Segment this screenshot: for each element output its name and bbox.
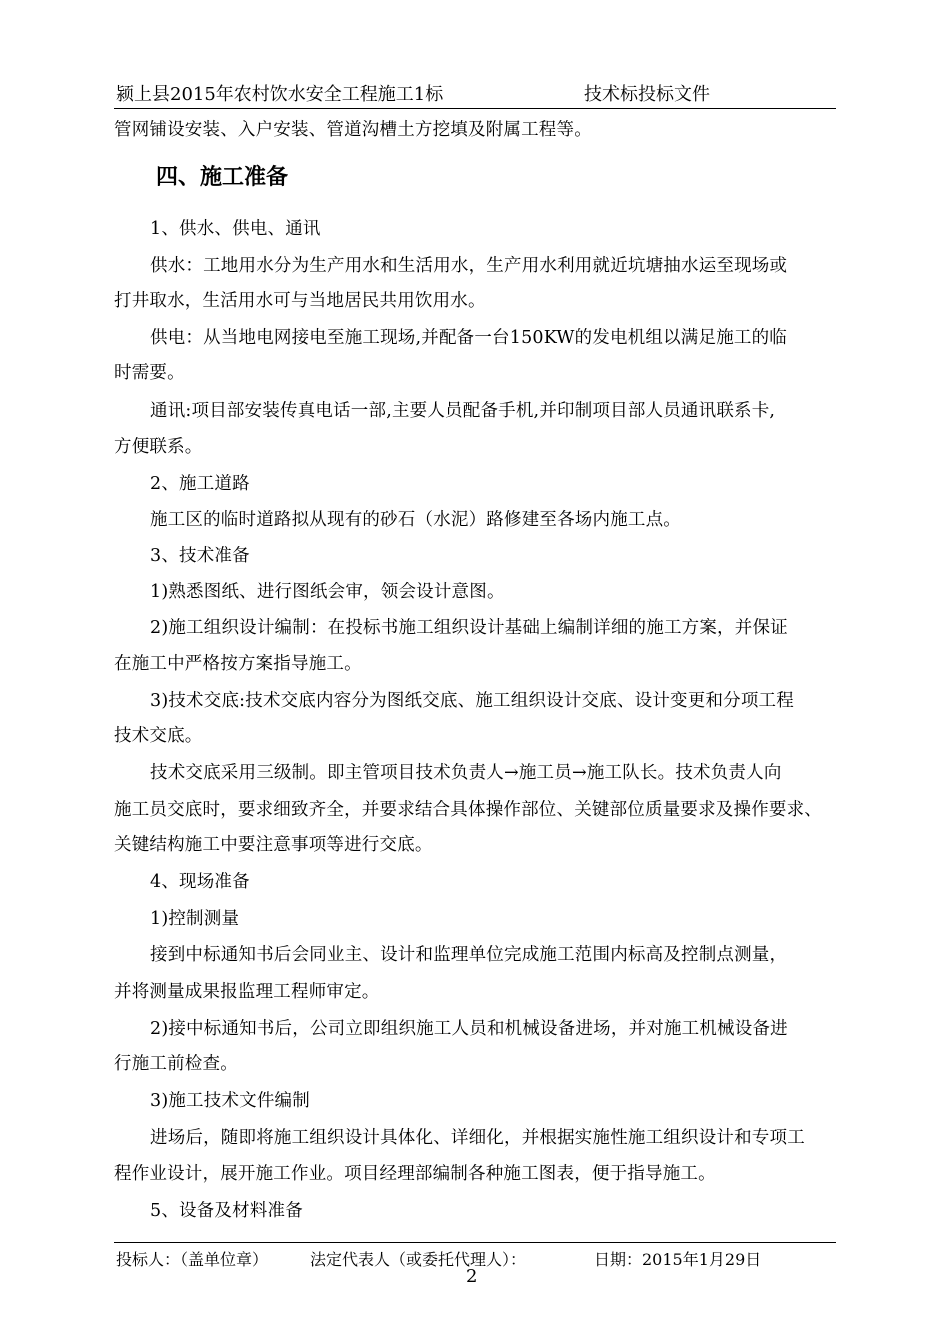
subheading-line: 4、现场准备 [150, 872, 250, 892]
body-line: 供水：工地用水分为生产用水和生活用水，生产用水利用就近坑塘抽水运至现场或 [150, 256, 788, 276]
body-line: 技术交底采用三级制。即主管项目技术负责人→施工员→施工队长。技术负责人向 [150, 763, 782, 783]
body-line: 供电：从当地电网接电至施工现场,并配备一台150KW的发电机组以满足施工的临 [150, 328, 787, 348]
body-line: 1)熟悉图纸、进行图纸会审，领会设计意图。 [150, 582, 505, 602]
subheading-line: 5、设备及材料准备 [150, 1201, 303, 1221]
section-heading: 四、施工准备 [156, 165, 289, 190]
header-project-title: 颍上县2015年农村饮水安全工程施工1标 [116, 84, 444, 105]
body-line: 打井取水，生活用水可与当地居民共用饮用水。 [114, 291, 486, 311]
body-line: 3)技术交底:技术交底内容分为图纸交底、施工组织设计交底、设计变更和分项工程 [150, 691, 794, 711]
body-line: 关键结构施工中要注意事项等进行交底。 [114, 835, 433, 855]
footer-bidder: 投标人：（盖单位章） [116, 1250, 269, 1269]
subheading-line: 1、供水、供电、通讯 [150, 219, 321, 239]
body-line: 进场后，随即将施工组织设计具体化、详细化，并根据实施性施工组织设计和专项工 [150, 1128, 805, 1148]
body-line: 时需要。 [114, 363, 185, 383]
subheading-line: 3)施工技术文件编制 [150, 1091, 310, 1111]
page-footer [114, 1242, 836, 1269]
body-line: 通讯:项目部安装传真电话一部,主要人员配备手机,并印制项目部人员通讯联系卡, [150, 401, 776, 421]
body-line: 技术交底。 [114, 726, 203, 746]
subheading-line: 3、技术准备 [150, 546, 250, 566]
body-line: 施工员交底时，要求细致齐全，并要求结合具体操作部位、关键部位质量要求及操作要求、 [114, 800, 822, 820]
subheading-line: 1)控制测量 [150, 909, 240, 929]
footer-date: 日期：2015年1月29日 [594, 1250, 762, 1269]
footer-legal-rep: 法定代表人（或委托代理人）： [310, 1250, 527, 1269]
page-header [114, 80, 836, 109]
body-line: 并将测量成果报监理工程师审定。 [114, 982, 380, 1002]
body-line: 2)施工组织设计编制：在投标书施工组织设计基础上编制详细的施工方案，并保证 [150, 618, 788, 638]
body-line: 施工区的临时道路拟从现有的砂石（水泥）路修建至各场内施工点。 [150, 510, 681, 530]
body-line: 2)接中标通知书后，公司立即组织施工人员和机械设备进场，并对施工机械设备进 [150, 1019, 788, 1039]
body-line: 程作业设计，展开施工作业。项目经理部编制各种施工图表，便于指导施工。 [114, 1164, 716, 1184]
body-line: 方便联系。 [114, 437, 203, 457]
body-line: 接到中标通知书后会同业主、设计和监理单位完成施工范围内标高及控制点测量， [150, 945, 788, 965]
header-doc-type: 技术标投标文件 [584, 84, 710, 105]
subheading-line: 2、施工道路 [150, 474, 250, 494]
page-number: 2 [466, 1266, 478, 1287]
body-line: 在施工中严格按方案指导施工。 [114, 654, 362, 674]
body-line: 行施工前检查。 [114, 1054, 238, 1074]
body-line: 管网铺设安装、入户安装、管道沟槽土方挖填及附属工程等。 [114, 120, 592, 140]
